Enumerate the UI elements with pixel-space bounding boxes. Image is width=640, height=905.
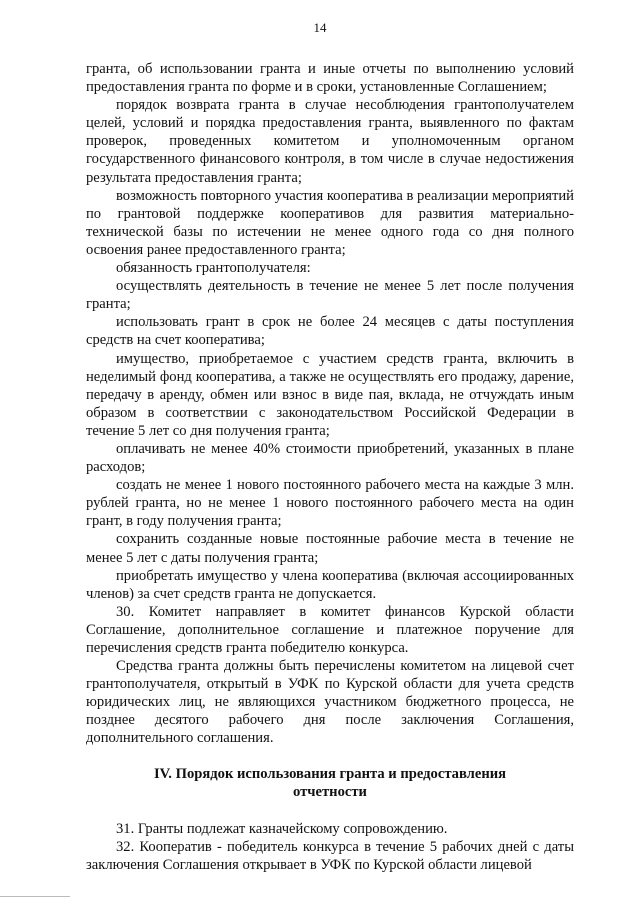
paragraph: 30. Комитет направляет в комитет финансов Курской области Соглашение, дополнительное соглашение и платежное поручение для перечисления средств гранта победителю конкурса. [86,603,574,656]
paragraph: приобретать имущество у члена кооператива (включая ассоциированных членов) за счет средств гранта не допускается. [86,567,574,602]
paragraph: Средства гранта должны быть перечислены комитетом на лицевой счет грантополучателя, открытый в УФК по Курской области для учета средств юридических лиц, не являющихся участником бюджетного процесса, не позднее десятого рабочего дня после заключения Соглашения, дополнительного соглашения. [86,658,574,747]
page-number: 14 [313,20,327,35]
footer-rule [0,896,70,897]
paragraph: осуществлять деятельность в течение не менее 5 лет после получения гранта; [86,278,574,313]
paragraph: порядок возврата гранта в случае несоблюдения грантополучателем целей, условий и порядка предоставления гранта, выявленного по фактам проверок, проведенных комитетом и уполномоченным органом государственного финансового контроля, в том числе в случае недостижения результата предоставления гранта; [86,97,574,186]
paragraph: 31. Гранты подлежат казначейскому сопровождению. [116,820,448,837]
paragraph: сохранить созданные новые постоянные рабочие места в течение не менее 5 лет с даты получения гранта; [86,531,574,566]
paragraph: 32. Кооператив - победитель конкурса в течение 5 рабочих дней с даты заключения Соглашения открывает в УФК по Курской области лицевой [86,838,574,873]
paragraph: обязанность грантополучателя: [116,260,311,277]
paragraph: возможность повторного участия кооператива в реализации мероприятий по грантовой поддержке кооперативов для развития материально-технической базы по истечении не менее одного года со дня полного освоения ранее предоставленного гранта; [86,187,574,258]
section-heading: IV. Порядок использования гранта и предоставления отчетности [153,765,507,800]
document-body [86,60,574,874]
paragraph: использовать грант в срок не более 24 месяцев с даты поступления средств на счет кооператива; [86,314,574,349]
paragraph: гранта, об использовании гранта и иные отчеты по выполнению условий предоставления гранта по форме и в сроки, установленные Соглашением; [86,61,574,96]
paragraph: оплачивать не менее 40% стоимости приобретений, указанных в плане расходов; [86,440,574,476]
paragraph: создать не менее 1 нового постоянного рабочего места на каждые 3 млн. рублей гранта, но не менее 1 нового постоянного рабочего места на один грант, в году получения гранта; [86,477,574,530]
paragraph: имущество, приобретаемое с участием средств гранта, включить в неделимый фонд кооператива, а также не осуществлять его продажу, дарение, передачу в аренду, обмен или взнос в виде пая, вклада, не отчуждать иным образом в соответствии с законодательством Российской Федерации в течение 5 лет со дня получения гранта; [86,350,574,439]
